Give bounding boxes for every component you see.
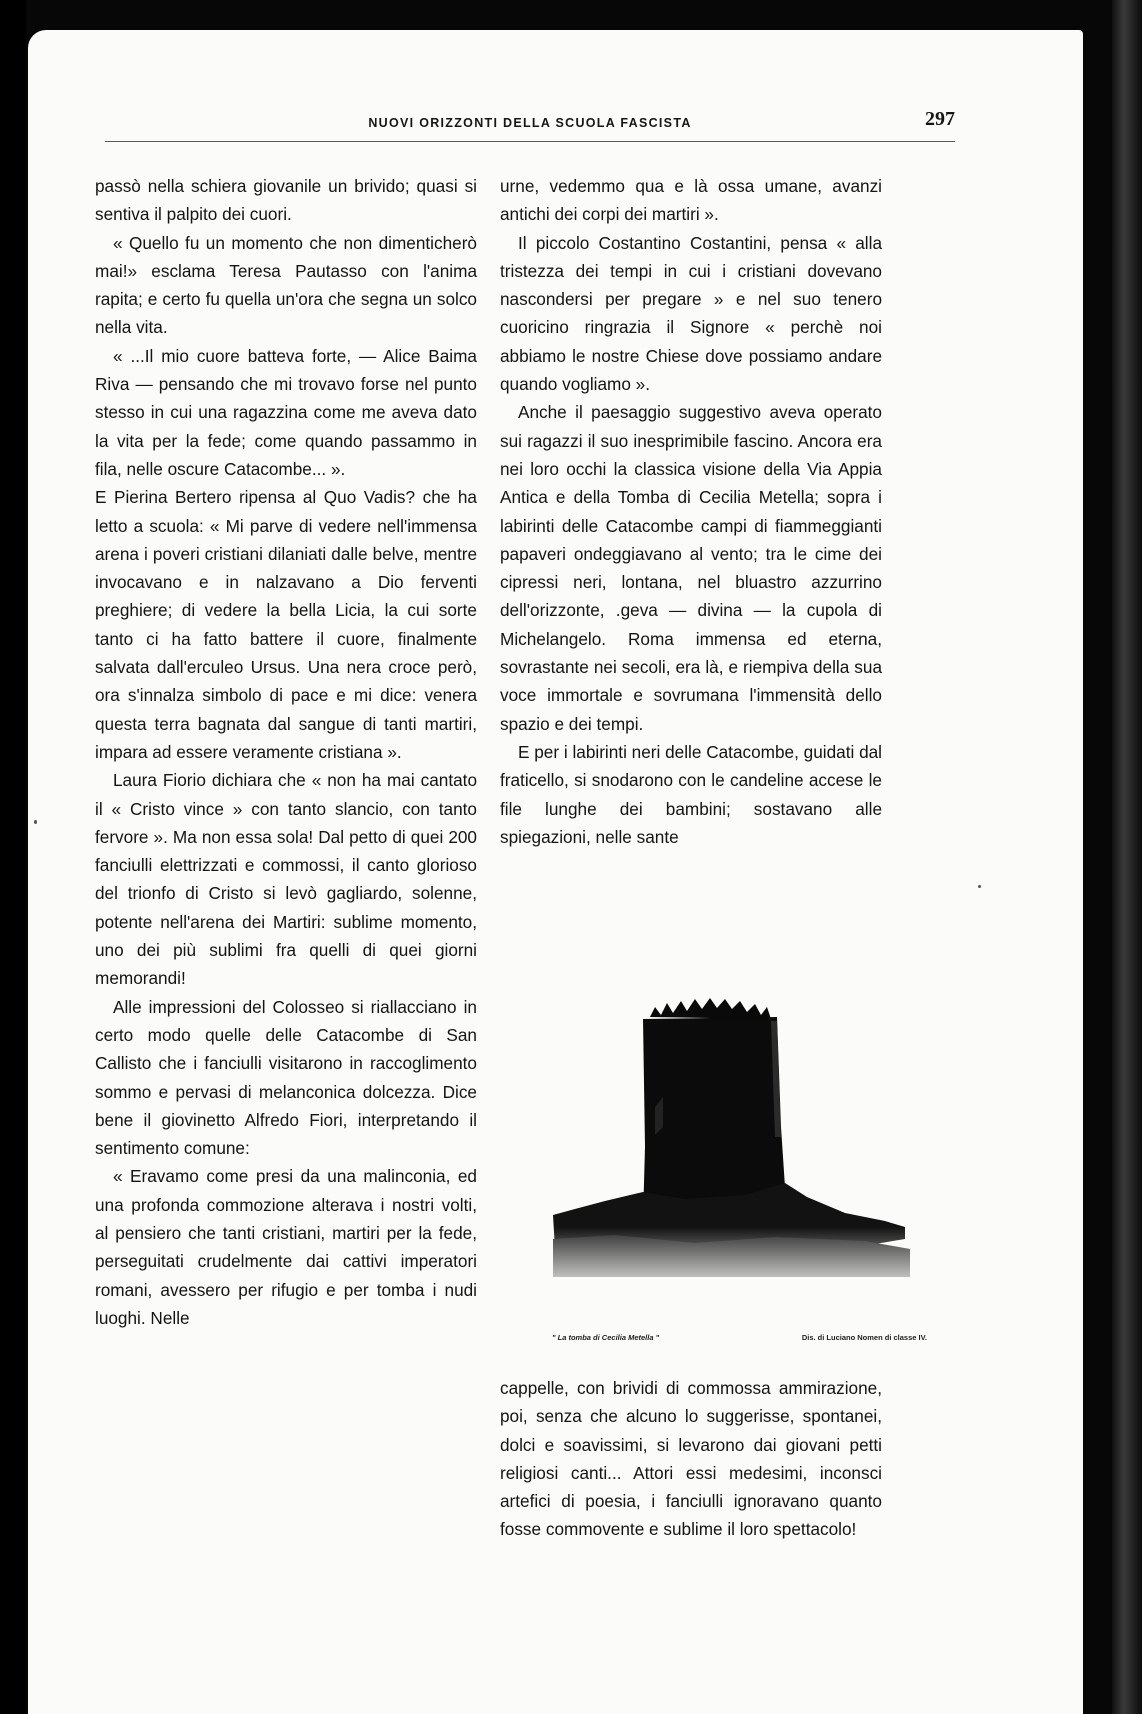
paragraph: « ...Il mio cuore batteva forte, — Alice Baima Riva — pensando che mi trovavo forse nel punto stesso in cui una ragazzina come me aveva dato la vita per la fede; come quando passammo in fila, nelle oscure Catacombe... ». (95, 345, 477, 479)
running-header (105, 90, 955, 130)
paragraph: « Eravamo come presi da una malinconia, ed una profonda commozione alterava i nostri volti, al pensiero che tanti cristiani, martiri per la fede, perseguitati crudelmente dai cattivi imperatori romani, avessero per rifugio e per tomba i nudi luoghi. Nelle (95, 1166, 477, 1328)
paragraph: cappelle, con brividi di commossa ammirazione, poi, senza che alcuno lo suggerisse, spontanei, dolci e soavissimi, si levarono dai giovani petti religiosi canti... Attori essi medesimi, inconsci artefici di poesia, i fanciulli ignoravano quanto fosse commovente e sublime il loro spettacolo! (500, 1378, 882, 1540)
paragraph: E per i labirinti neri delle Catacombe, guidati dal fraticello, si snodarono con le candeline accese le file lunghe dei bambini; sostavano alle spiegazioni, nelle sante (500, 741, 883, 847)
paragraph: passò nella schiera giovanile un brivido; quasi si sentiva il palpito dei cuori. (95, 176, 477, 225)
scan-speck (978, 885, 981, 888)
running-title: NUOVI ORIZZONTI DELLA SCUOLA FASCISTA (368, 116, 692, 130)
right-column-bottom (500, 1374, 882, 1544)
scan-right-edge (1112, 0, 1142, 1714)
paragraph: Alle impressioni del Colosseo si riallacciano in certo modo quelle delle Catacombe di San Callisto che i fanciulli visitarono in raccoglimento sommo e pervasi di melanconica dolcezza. Dice bene il giovinetto Alfredo Fiori, interpretando il sentimento comune: (95, 996, 477, 1159)
caption-title: " La tomba di Cecilia Metella " (552, 1333, 660, 1342)
paragraph: E Pierina Bertero ripensa al Quo Vadis? che ha letto a scuola: « Mi parve di vedere nell'immensa arena i poveri cristiani dilaniati dalle belve, mentre invocavano e in nalzavano a Dio ferventi preghiere; di vedere la bella Licia, la cui sorte tanto ci ha fatto battere il cuore, finalmente salvata dall'erculeo Ursus. Una nera croce però, ora s'innalza simbolo di pace e mi dice: venera questa terra bagnata dal sangue di tanti martiri, impara ad essere veramente cristiana ». (95, 487, 477, 762)
paragraph: « Quello fu un momento che non dimenticherò mai!» esclama Teresa Pautasso con l'anima rapita; e certo fu quella un'ora che segna un solco nella vita. (95, 232, 477, 338)
scan-left-edge (0, 0, 26, 1714)
caption-credit: Dis. di Luciano Nomen di classe IV. (801, 1333, 927, 1342)
figure-caption (552, 1333, 927, 1342)
scan-speck (34, 820, 37, 824)
paragraph: urne, vedemmo qua e là ossa umane, avanzi antichi dei corpi dei martiri ». (500, 176, 882, 225)
page-number: 297 (925, 108, 955, 130)
paragraph: Il piccolo Costantino Costantini, pensa « alla tristezza dei tempi in cui i cristiani dovevano nascondersi per pregare » e nel suo tenero cuoricino ringrazia il Signore « perchè noi abbiamo le nostre Chiese dove possiamo andare quando vogliamo ». (500, 232, 882, 395)
right-column-top (500, 172, 882, 851)
tomb-illustration (545, 987, 925, 1327)
tomb-drawing (545, 987, 925, 1327)
paragraph: Anche il paesaggio suggestivo aveva operato sui ragazzi il suo inesprimibile fascino. Ancora era nei loro occhi la classica visione della Via Appia Antica e della Tomba di Cecilia Metella; sopra i labirinti delle Catacombe campi di fiammeggianti papaveri ondeggiavano al vento; tra le cime dei cipressi neri, lontana, nel bluastro azzurrino dell'orizzonte, .geva — divina — la cupola di Michelangelo. Roma immensa ed eterna, sovrastante nei secoli, era là, e riempiva della sua voce immortale e sovrumana l'immensità dello spazio e dei tempi. (500, 402, 882, 734)
left-column (95, 172, 477, 1332)
paragraph: Laura Fiorio dichiara che « non ha mai cantato il « Cristo vince » con tanto slancio, con tanto fervore ». Ma non essa sola! Dal petto di quei 200 fanciulli elettrizzati e commossi, il canto glorioso del trionfo di Cristo si levò gagliardo, solenne, potente nell'arena dei Martiri: sublime momento, uno dei più sublimi fra quelli di quei giorni memorandi! (95, 770, 477, 989)
header-rule (105, 141, 955, 142)
